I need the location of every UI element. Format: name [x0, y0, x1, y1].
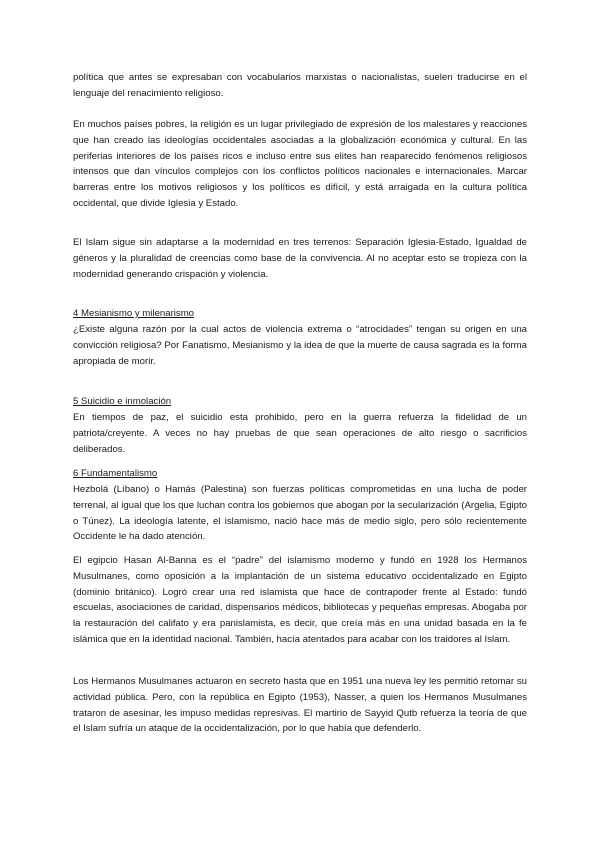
paragraph-hermanos-musulmanes: Los Hermanos Musulmanes actuaron en secreto hasta que en 1951 una nueva ley les permitió retomar su actividad pública. Pero, con la república en Egipto (1953), Nasser, a quien los Hermanos Musulmanes trataron de asesinar, les impuso medidas represivas. El martirio de Sayyid Qutb refuerza la teoría de que el Islam sufría un ataque de la occidentalización, por lo que había que defenderlo.	[73, 676, 527, 735]
paragraph-hasan-al-banna: El egipcio Hasan Al-Banna es el “padre” del islamismo moderno y fundó en 1928 los Hermanos Musulmanes, como oposición a la implantación de un sistema educativo occidentalizado en Egipto (dominio británico). Logró crear una red islamista que hace de contrapoder frente al Estado: fundó escuelas, asociaciones de caridad, dispensarios médicos, bibliotecas y pequeñas empresas. Abogaba por la restauración del califato y era panislamista, es decir, que creía más en una unidad basada en la fe islámica que en la identidad nacional. También, hacía atentados para acabar con los traidores al Islam.	[73, 555, 527, 645]
paragraph-paises-pobres: En muchos países pobres, la religión es un lugar privilegiado de expresión de los malestares y reacciones que han creado las ideologías occidentales asociadas a la globalización económica y cultural. En las periferias interiores de los países ricos e incluso entre sus elites han reaparecido fenómenos religiosos intensos que dan vínculos complejos con los conflictos políticos nacionales e internacionales. Marcar barreras entre los motivos religiosos y los políticos es difícil, y está arraigada en la cultura política occidental, que divide Iglesia y Estado.	[73, 119, 527, 209]
heading-suicidio: 5 Suicidio e inmolación	[73, 396, 172, 407]
heading-mesianismo: 4 Mesianismo y milenarismo	[73, 308, 195, 319]
paragraph-mesianismo: ¿Existe alguna razón por la cual actos de violencia extrema o “atrocidades” tengan su origen en una convicción religiosa? Por Fanatismo, Mesianismo y la idea de que la muerte de causa sagrada es la forma apropiada de morir.	[73, 324, 527, 367]
heading-fundamentalismo: 6 Fundamentalismo	[73, 468, 158, 479]
paragraph-suicidio: En tiempos de paz, el suicidio esta prohibido, pero en la guerra refuerza la fidelidad de un patriota/creyente. A veces no hay pruebas de que sean operaciones de alto riesgo o sacrificios deliberados.	[73, 412, 527, 455]
paragraph-hezbola-hamas: Hezbolá (Líbano) o Hamás (Palestina) son fuerzas políticas comprometidas en una lucha de poder terrenal, al igual que los que luchan contra los gobiernos que abogan por la secularización (Argelia, Egipto o Túnez). La ideología latente, el islamismo, nació hace más de medio siglo, pero sólo recientemente Occidente le ha dado atención.	[73, 484, 527, 543]
paragraph-islam-modernidad: El Islam sigue sin adaptarse a la modernidad en tres terrenos: Separación Iglesia-Estado, Igualdad de géneros y la pluralidad de creencias como base de la convivencia. Al no aceptar esto se tropieza con la modernidad generando crispación y violencia.	[73, 237, 527, 280]
paragraph-renacimiento-religioso: política que antes se expresaban con vocabularios marxistas o nacionalistas, suelen traducirse en el lenguaje del renacimiento religioso.	[73, 72, 527, 99]
